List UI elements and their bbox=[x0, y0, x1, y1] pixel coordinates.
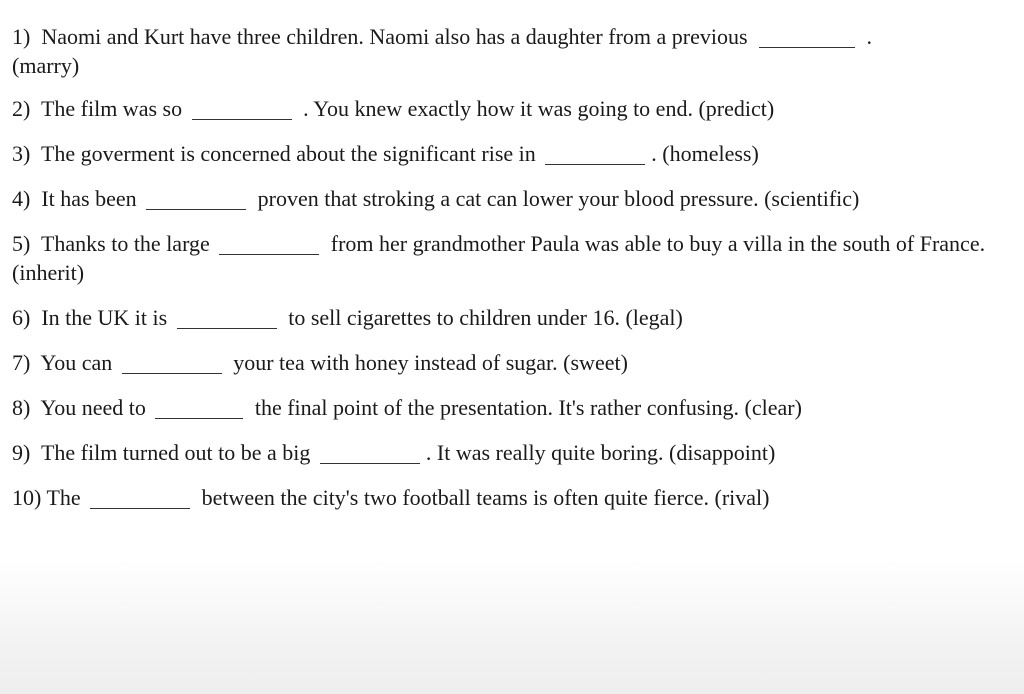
item-text-after: from her grandmother Paula was able to buy a villa in the south of France. bbox=[330, 231, 986, 256]
item-number: 1) bbox=[12, 24, 31, 49]
answer-blank[interactable] bbox=[545, 163, 645, 165]
item-number: 5) bbox=[12, 231, 31, 256]
exercise-item-4 bbox=[12, 184, 1012, 213]
exercise-item-1 bbox=[12, 22, 1012, 80]
exercise-item-6 bbox=[12, 303, 1012, 332]
answer-blank[interactable] bbox=[320, 462, 420, 464]
item-number: 7) bbox=[12, 350, 31, 375]
exercise-item-3 bbox=[12, 139, 1012, 168]
item-hint: (inherit) bbox=[12, 260, 85, 285]
item-hint: (scientific) bbox=[764, 186, 860, 211]
exercise-item-7 bbox=[12, 348, 1012, 377]
exercise-sheet bbox=[12, 22, 1012, 528]
item-text-after: the final point of the presentation. It's rather confusing. bbox=[254, 395, 740, 420]
item-number: 8) bbox=[12, 395, 31, 420]
item-text-before: It has been bbox=[41, 186, 137, 211]
item-number: 6) bbox=[12, 305, 31, 330]
exercise-item-10 bbox=[12, 483, 1012, 512]
answer-blank[interactable] bbox=[90, 507, 190, 509]
item-hint: (legal) bbox=[625, 305, 683, 330]
item-hint: (homeless) bbox=[662, 141, 759, 166]
item-text-after: . bbox=[861, 24, 873, 49]
item-text-before: The film was so bbox=[40, 96, 183, 121]
exercise-item-2 bbox=[12, 94, 1012, 123]
item-text-after: proven that stroking a cat can lower your blood pressure. bbox=[257, 186, 759, 211]
item-hint: (disappoint) bbox=[669, 440, 776, 465]
answer-blank[interactable] bbox=[759, 46, 855, 48]
item-text-before: In the UK it is bbox=[41, 305, 168, 330]
item-text-before: You need to bbox=[40, 395, 146, 420]
item-hint: (predict) bbox=[698, 96, 775, 121]
answer-blank[interactable] bbox=[192, 118, 292, 120]
item-number: 10) bbox=[12, 485, 42, 510]
item-hint: (clear) bbox=[744, 395, 802, 420]
item-number: 3) bbox=[12, 141, 31, 166]
item-number: 9) bbox=[12, 440, 31, 465]
answer-blank[interactable] bbox=[177, 327, 277, 329]
item-hint: (rival) bbox=[714, 485, 770, 510]
item-number: 4) bbox=[12, 186, 31, 211]
item-text-before: You can bbox=[40, 350, 113, 375]
item-text-after: . bbox=[651, 141, 657, 166]
item-text-before: The film turned out to be a big bbox=[40, 440, 311, 465]
exercise-item-5 bbox=[12, 229, 1012, 287]
item-text-before: Thanks to the large bbox=[40, 231, 210, 256]
item-text-after: between the city's two football teams is often quite fierce. bbox=[201, 485, 709, 510]
item-hint: (sweet) bbox=[563, 350, 628, 375]
answer-blank[interactable] bbox=[146, 208, 246, 210]
item-text-before: The bbox=[46, 485, 81, 510]
answer-blank[interactable] bbox=[122, 372, 222, 374]
item-text-before: The goverment is concerned about the significant rise in bbox=[40, 141, 536, 166]
answer-blank[interactable] bbox=[155, 417, 243, 419]
item-number: 2) bbox=[12, 96, 31, 121]
item-text-before: Naomi and Kurt have three children. Naomi also has a daughter from a previous bbox=[41, 24, 748, 49]
exercise-item-8 bbox=[12, 393, 1012, 422]
item-text-after: . It was really quite boring. bbox=[425, 440, 664, 465]
item-hint: (marry) bbox=[12, 53, 80, 78]
item-text-after: . You knew exactly how it was going to end. bbox=[303, 96, 693, 121]
exercise-item-9 bbox=[12, 438, 1012, 467]
answer-blank[interactable] bbox=[219, 253, 319, 255]
item-text-after: your tea with honey instead of sugar. bbox=[233, 350, 558, 375]
item-text-after: to sell cigarettes to children under 16. bbox=[288, 305, 620, 330]
